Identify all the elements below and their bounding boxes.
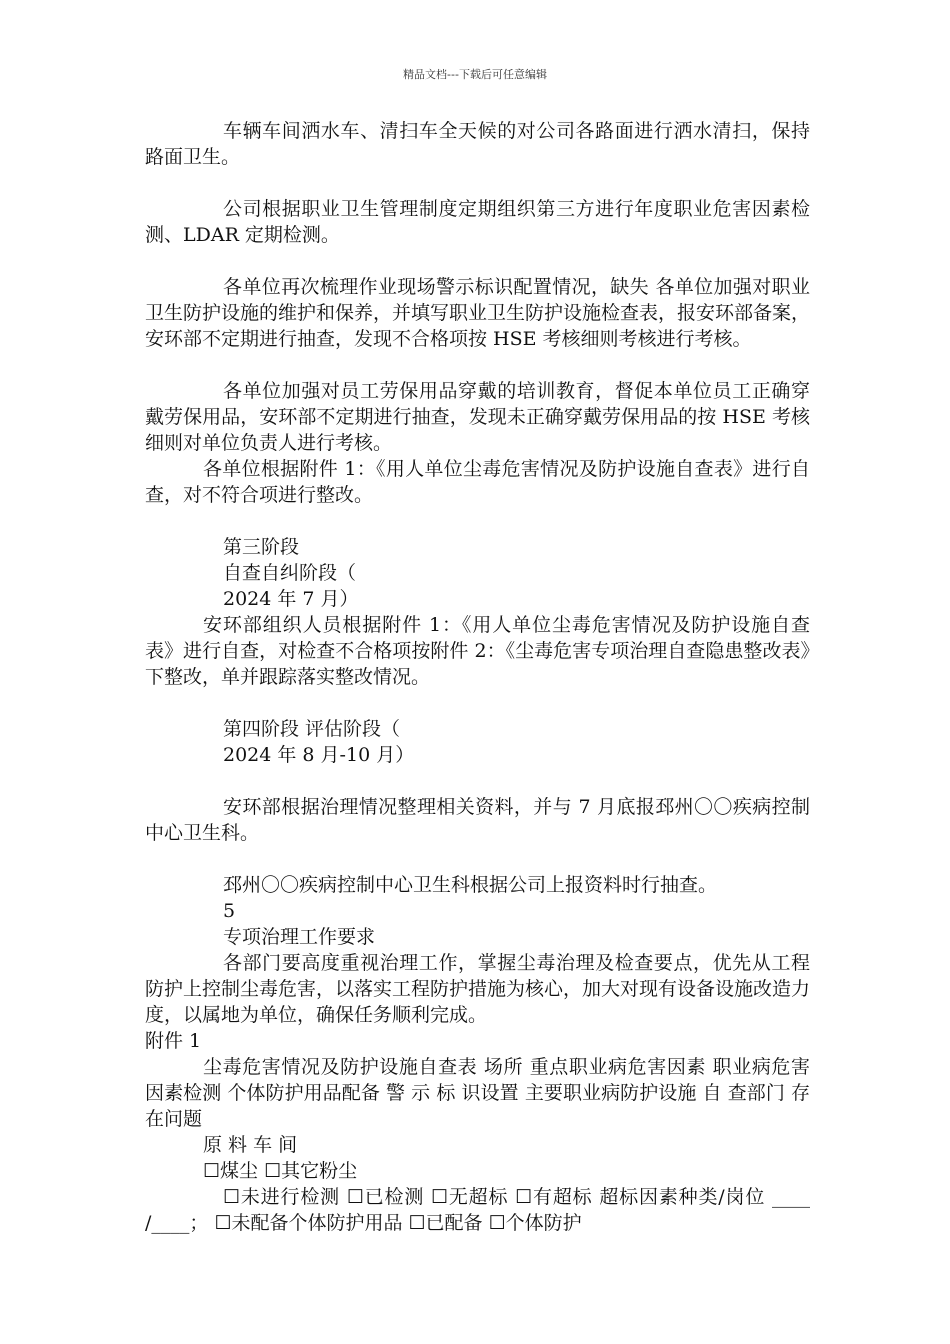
stage-three-subtitle: 自查自纠阶段（ [223,562,357,584]
paragraph-self-check: 各单位根据附件 1：《用人单位尘毒危害情况及防护设施自查表》进行自查，对不符合项进行整改。 [145,458,810,506]
paragraph-road-cleaning: 车辆车间洒水车、清扫车全天候的对公司各路面进行洒水清扫，保持路面卫生。 [145,120,810,168]
stage-four-date: 2024 年 8 月-10 月） [223,744,415,766]
section-title-requirements: 专项治理工作要求 [223,926,376,948]
paragraph-dust-options: ☐煤尘 ☐其它粉尘 [203,1160,358,1182]
document-body [145,118,810,1236]
section-number: 5 [223,900,236,922]
stage-four-title: 第四阶段 评估阶段（ [223,718,401,740]
paragraph-warning-signs: 各单位再次梳理作业现场警示标识配置情况，缺失 各单位加强对职业卫生防护设施的维护和保养，并填写职业卫生防护设施检查表，报安环部备案，安环部不定期进行抽查，发现不合格项按 HSE 考核细则考核进行考核。 [145,276,811,350]
stage-three-date: 2024 年 7 月） [223,588,359,610]
paragraph-annual-detection: 公司根据职业卫生管理制度定期组织第三方进行年度职业危害因素检测、LDAR 定期检测。 [145,198,810,246]
page-header: 精品文档---下载后可任意编辑 [403,68,547,81]
paragraph-detection-options: ☐未进行检测 ☐已检测 ☐无超标 ☐有超标 超标因素种类/岗位 ____ /____； ☐未配备个体防护用品 ☐已配备 ☐个体防护 [145,1186,810,1234]
paragraph-workshop-name: 原 料 车 间 [203,1134,298,1156]
paragraph-requirements: 各部门要高度重视治理工作，掌握尘毒治理及检查要点，优先从工程防护上控制尘毒危害，以落实工程防护措施为核心，加大对现有设备设施改造力度，以属地为单位，确保任务顺利完成。 [145,952,811,1026]
paragraph-ppe-training: 各单位加强对员工劳保用品穿戴的培训教育，督促本单位员工正确穿戴劳保用品，安环部不定期进行抽查，发现未正确穿戴劳保用品的按 HSE 考核细则对单位负责人进行考核。 [145,380,810,454]
stage-three-title: 第三阶段 [223,536,300,558]
paragraph-report-submission: 安环部根据治理情况整理相关资料，并与 7 月底报邳州〇〇疾病控制中心卫生科。 [145,796,810,844]
appendix-label: 附件 1 [145,1030,202,1052]
paragraph-table-headers: 尘毒危害情况及防护设施自查表 场所 重点职业病危害因素 职业病危害因素检测 个体防护用品配备 警 示 标 识设置 主要职业病防护设施 自 查部门 存在问题 [145,1056,810,1130]
paragraph-stage-three-content: 安环部组织人员根据附件 1：《用人单位尘毒危害情况及防护设施自查表》进行自查，对检查不合格项按附件 2：《尘毒危害专项治理自查隐患整改表》下整改，单并跟踪落实整改情况。 [145,614,810,688]
paragraph-spot-check: 邳州〇〇疾病控制中心卫生科根据公司上报资料时行抽查。 [223,874,718,896]
